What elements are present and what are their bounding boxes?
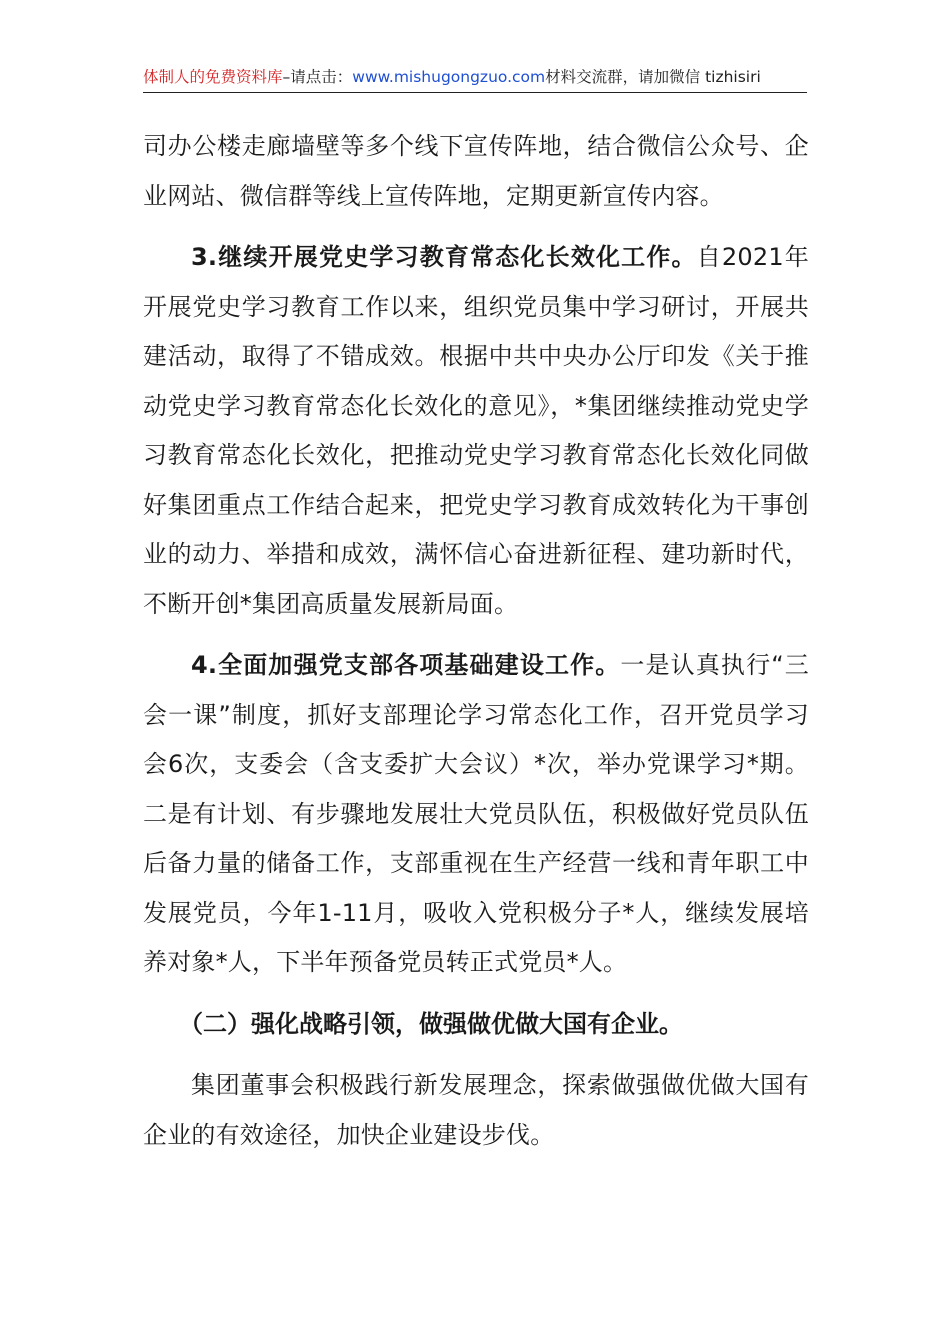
- paragraph-4: 集团董事会积极践行新发展理念，探索做强做优做大国有企业的有效途径，加快企业建设步伐。: [143, 1071, 809, 1149]
- page-header: [143, 64, 807, 93]
- paragraph-2: [143, 233, 809, 629]
- header-brand: 体制人的免费资料库: [143, 68, 283, 86]
- paragraph-3-heading: 4.全面加强党支部各项基础建设工作。: [191, 651, 621, 679]
- header-url-link[interactable]: www.mishugongzuo.com: [352, 68, 546, 86]
- section-2-title: （二）强化战略引领，做强做优做大国有企业。: [179, 1009, 683, 1038]
- header-prompt: –请点击：: [282, 68, 353, 86]
- paragraph-2-heading: 3.继续开展党史学习教育常态化长效化工作。: [191, 243, 697, 271]
- document-body: [143, 122, 809, 1160]
- paragraph-3-body: 一是认真执行“三会一课”制度，抓好支部理论学习常态化工作，召开党员学习会6次，支委会（含支委扩大会议）*次，举办党课学习*期。二是有计划、有步骤地发展壮大党员队伍，积极做好党员队伍后备力量的储备工作，支部重视在生产经营一线和青年职工中发展党员，今年1-11月，吸收入党积极分子*人，继续发展培养对象*人，下半年预备党员转正式党员*人。: [143, 651, 809, 976]
- paragraph-3: [143, 641, 809, 988]
- paragraph-2-body: 自2021年开展党史学习教育工作以来，组织党员集中学习研讨，开展共建活动，取得了不错成效。根据中共中央办公厅印发《关于推动党史学习教育常态化长效化的意见》，*集团继续推动党史学习教育常态化长效化，把推动党史学习教育常态化长效化同做好集团重点工作结合起来，把党史学习教育成效转化为干事创业的动力、举措和成效，满怀信心奋进新征程、建功新时代，不断开创*集团高质量发展新局面。: [143, 243, 810, 618]
- paragraph-1: 司办公楼走廊墙壁等多个线下宣传阵地，结合微信公众号、企业网站、微信群等线上宣传阵地，定期更新宣传内容。: [143, 132, 809, 210]
- header-tail: 材料交流群，请加微信 tizhisiri: [545, 68, 761, 86]
